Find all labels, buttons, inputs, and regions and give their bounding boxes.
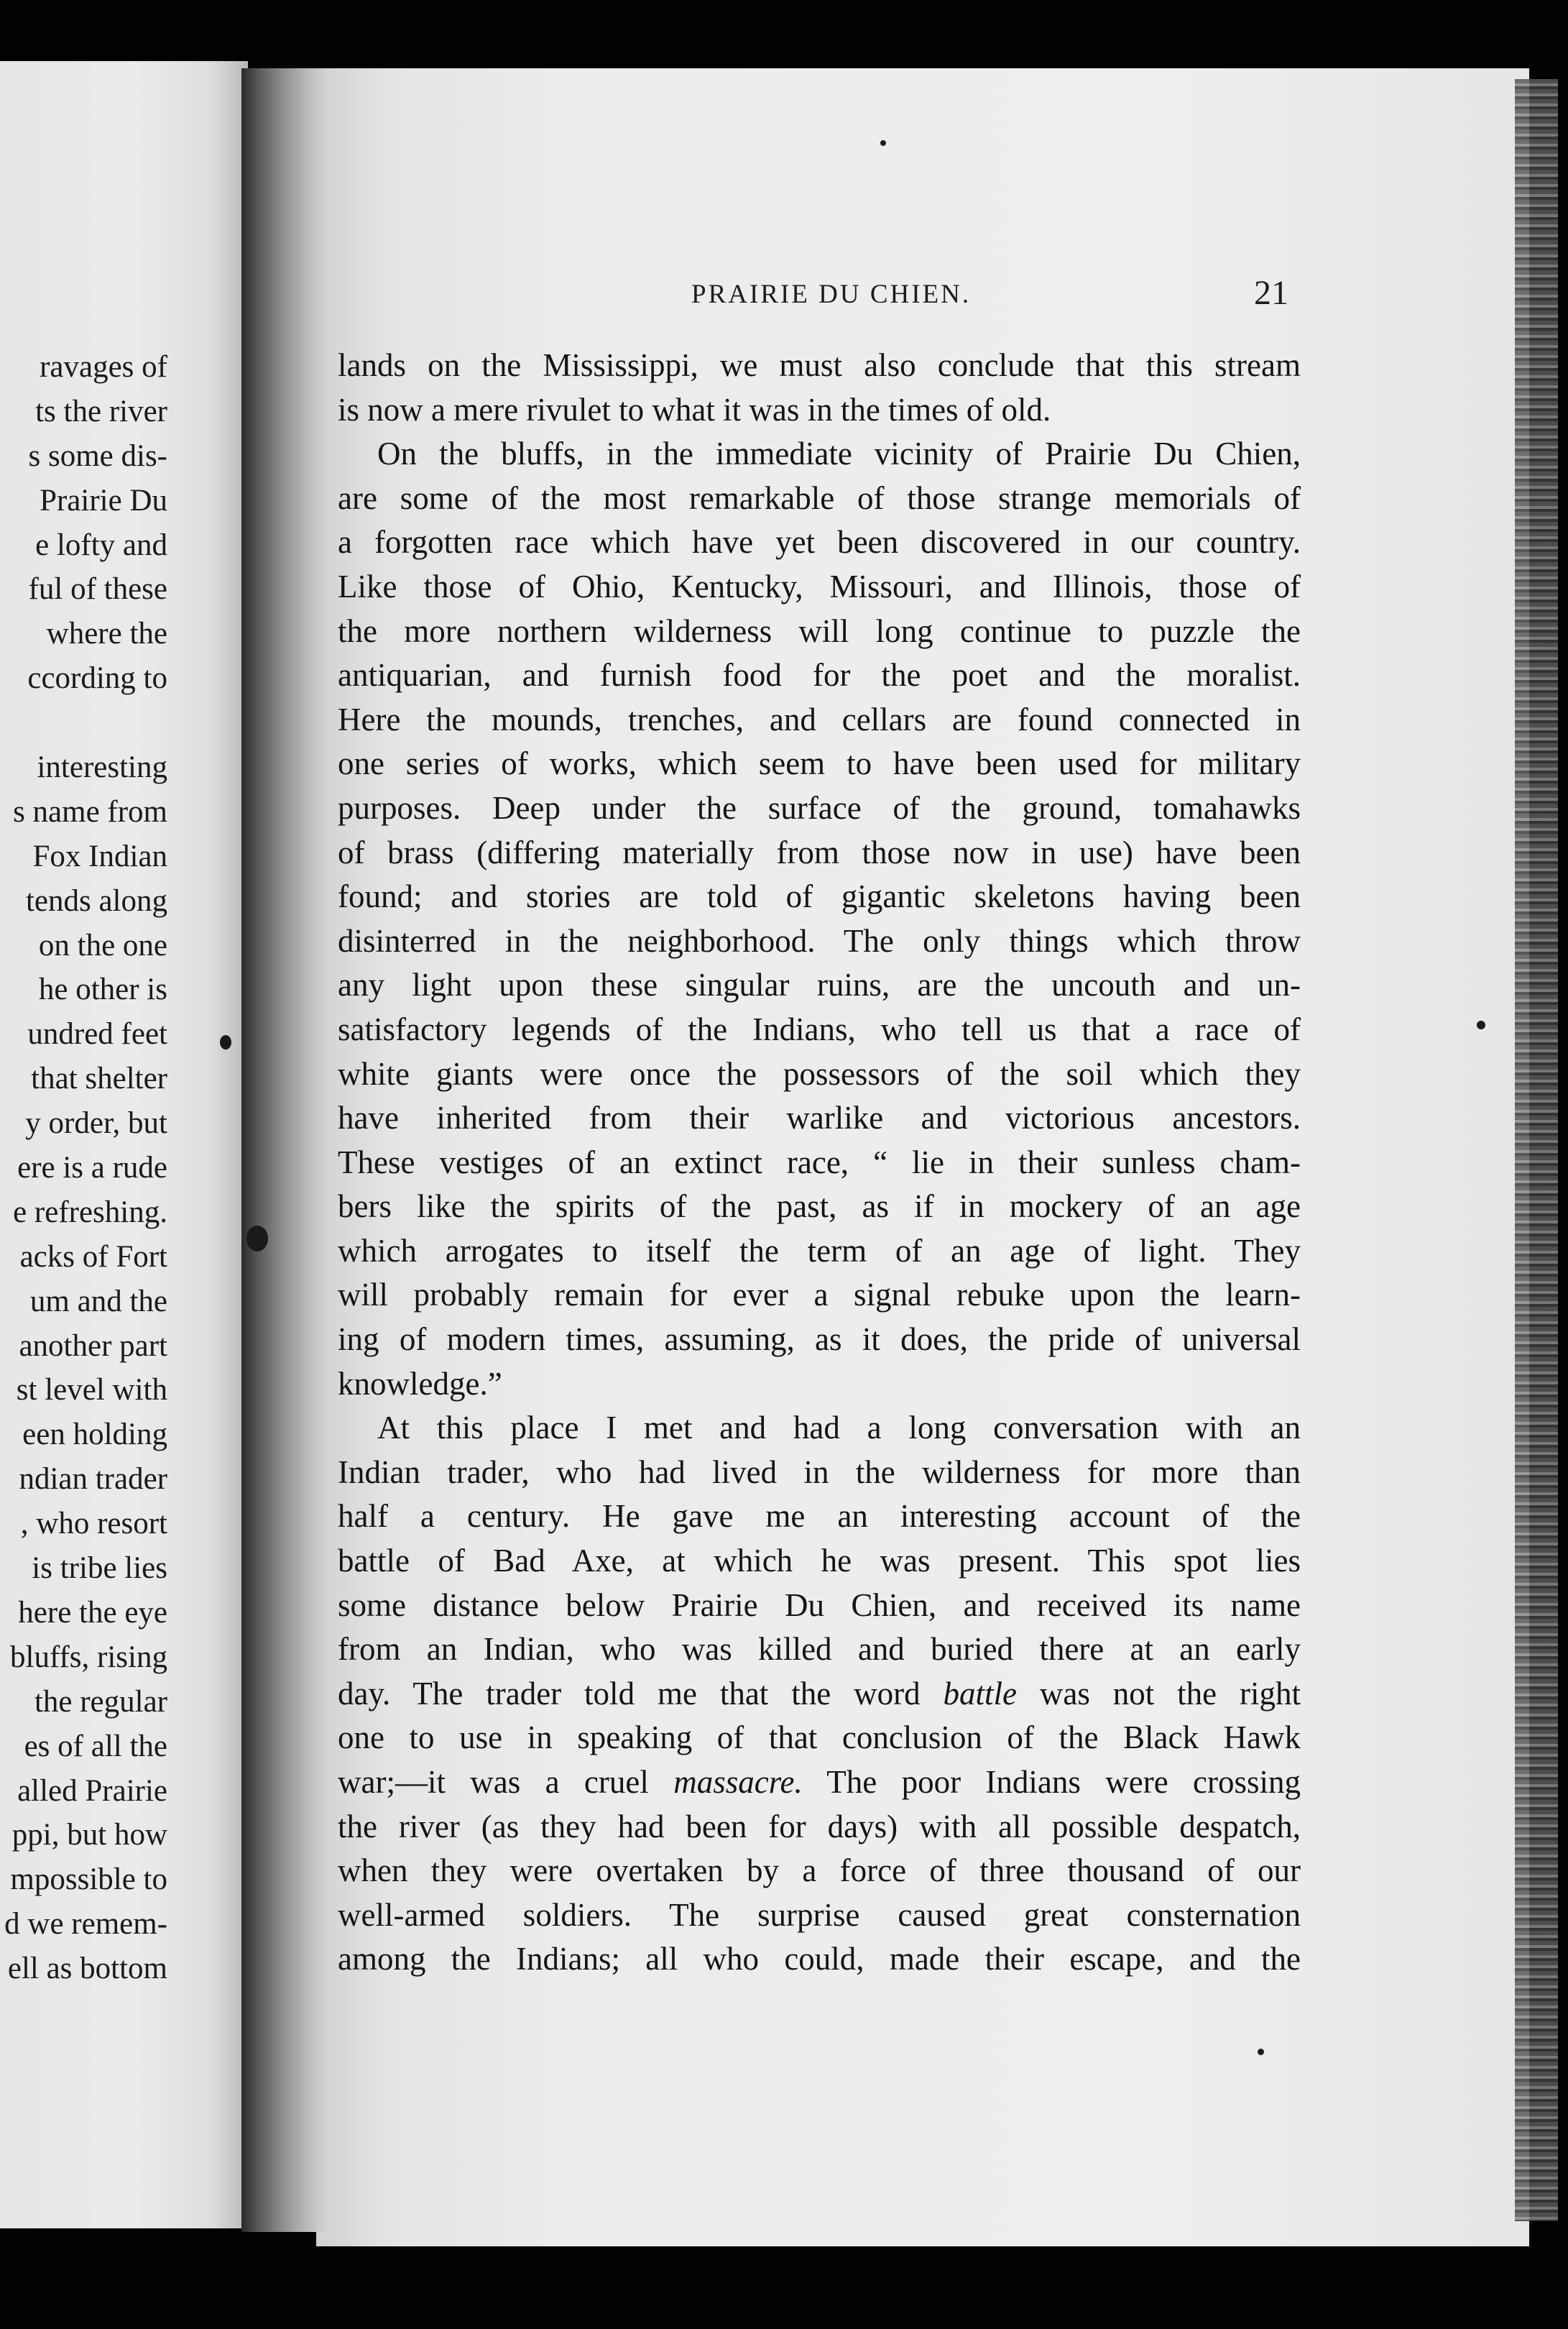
dust-speck (246, 1226, 268, 1251)
text-run: The poor Indians were crossing (802, 1764, 1301, 1800)
left-page-line: y order, but (25, 1106, 167, 1141)
left-page-line: Prairie Du (40, 483, 167, 518)
text-line: ing of modern times, assuming, as it does, the pride of universal (338, 1321, 1301, 1358)
text-line: when they were overtaken by a force of three thousand of our (338, 1852, 1301, 1889)
text-line: among the Indians; all who could, made their escape, and the (338, 1941, 1301, 1977)
left-page-line: s name from (13, 794, 167, 829)
text-line: well-armed soldiers. The surprise caused great consternation (338, 1896, 1301, 1933)
text-line: knowledge.” (338, 1365, 502, 1402)
left-page-line: ccording to (27, 661, 167, 696)
text-line: will probably remain for ever a signal rebuke upon the learn- (338, 1277, 1301, 1313)
text-line: white giants were once the possessors of the soil which they (338, 1055, 1301, 1092)
text-line: disinterred in the neighborhood. The only things which throw (338, 922, 1301, 959)
text-line: one series of works, which seem to have been used for military (338, 745, 1301, 782)
text-line: half a century. He gave me an interesting account of the (338, 1498, 1301, 1535)
page-number: 21 (1254, 274, 1288, 312)
page-body (338, 344, 1301, 1982)
left-page-line: ts the river (35, 394, 167, 428)
text-line: from an Indian, who was killed and buried there at an early (338, 1631, 1301, 1668)
page-header (316, 273, 1529, 316)
text-line: are some of the most remarkable of those strange memorials of (338, 479, 1301, 516)
dust-speck (880, 140, 886, 146)
left-page-line: bluffs, rising (10, 1640, 167, 1674)
left-page-line: ravages of (40, 350, 167, 384)
text-line: Indian trader, who had lived in the wilderness for more than (338, 1453, 1301, 1490)
text-line: antiquarian, and furnish food for the poet and the moralist. (338, 657, 1301, 694)
left-page-text (0, 345, 167, 1991)
left-page-line: ndian trader (19, 1462, 167, 1497)
text-line: satisfactory legends of the Indians, who tell us that a race of (338, 1011, 1301, 1047)
dust-speck (220, 1035, 231, 1049)
paragraph (338, 1406, 1301, 1982)
left-page-line: undred feet (27, 1017, 167, 1052)
text-run: day. The trader told me that the word (338, 1675, 944, 1712)
text-run: war;—it was a cruel (338, 1764, 674, 1800)
left-page-line: een holding (22, 1418, 167, 1452)
left-page-line: on the one (38, 928, 167, 963)
left-page-line: ful of these (28, 572, 167, 607)
left-page-line: that shelter (31, 1062, 167, 1096)
left-page-line: tends along (25, 883, 167, 918)
text-line: found; and stories are told of gigantic skeletons having been (338, 878, 1301, 915)
left-page-line: alled Prairie (17, 1773, 167, 1808)
left-page-line: e refreshing. (13, 1195, 167, 1229)
text-line: Here the mounds, trenches, and cellars are found connected in (338, 701, 1301, 738)
left-page-line: ere is a rude (17, 1151, 167, 1185)
paragraph (338, 344, 1301, 432)
left-page-line: another part (19, 1328, 167, 1363)
text-line: battle of Bad Axe, at which he was present. This spot lies (338, 1543, 1301, 1579)
text-line: bers like the spirits of the past, as if in mockery of an age (338, 1188, 1301, 1225)
running-head: PRAIRIE DU CHIEN. (691, 280, 972, 309)
italic-word: battle (943, 1675, 1017, 1712)
left-page-line: the regular (34, 1684, 167, 1719)
left-page-line: here the eye (18, 1595, 167, 1630)
left-page-line: Fox Indian (32, 839, 167, 873)
left-page-line: es of all the (24, 1729, 167, 1763)
left-page-line: interesting (37, 750, 167, 785)
dust-speck (1477, 1021, 1485, 1029)
left-facing-page (0, 61, 248, 2228)
left-page-line: where the (46, 617, 167, 651)
binding-gutter (241, 68, 328, 2232)
text-line: have inherited from their warlike and victorious ancestors. (338, 1100, 1301, 1136)
left-page-line: e lofty and (35, 528, 167, 562)
text-line: the more northern wilderness will long continue to puzzle the (338, 612, 1301, 649)
dust-speck (1258, 2049, 1264, 2055)
text-line: any light upon these singular ruins, are the uncouth and un- (338, 967, 1301, 1003)
text-line: On the bluffs, in the immediate vicinity of Prairie Du Chien, (377, 436, 1301, 472)
left-page-line (0, 701, 167, 745)
left-page-line: mpossible to (10, 1862, 167, 1897)
left-page-line: um and the (29, 1284, 167, 1318)
left-page-line: , who resort (20, 1507, 167, 1541)
left-page-line: ppi, but how (11, 1818, 167, 1852)
text-line: the river (as they had been for days) with all possible despatch, (338, 1808, 1301, 1845)
text-run: was not the right (1016, 1675, 1301, 1712)
paragraph (338, 432, 1301, 1406)
left-page-line: ell as bottom (7, 1952, 167, 1986)
text-line: purposes. Deep under the surface of the ground, tomahawks (338, 789, 1301, 826)
text-line: lands on the Mississippi, we must also conclude that this stream (338, 347, 1301, 383)
text-line (338, 1672, 1301, 1717)
text-line: These vestiges of an extinct race, “ lie in their sunless cham- (338, 1144, 1301, 1180)
text-line: At this place I met and had a long conversation with an (377, 1410, 1301, 1446)
text-line: Like those of Ohio, Kentucky, Missouri, and Illinois, those of (338, 568, 1301, 605)
italic-word: massacre. (673, 1764, 803, 1800)
text-line: is now a mere rivulet to what it was in the times of old. (338, 391, 1051, 428)
text-line: one to use in speaking of that conclusion of the Black Hawk (338, 1719, 1301, 1756)
left-page-line: s some dis- (28, 438, 167, 473)
left-page-line: is tribe lies (32, 1551, 167, 1586)
left-page-line: acks of Fort (19, 1239, 167, 1274)
left-page-line: d we remem- (4, 1907, 167, 1942)
page-edges (1515, 79, 1558, 2221)
text-line (338, 1760, 1301, 1805)
text-line: of brass (differing materially from those now in use) have been (338, 834, 1301, 870)
left-page-line: st level with (16, 1373, 167, 1407)
text-line: some distance below Prairie Du Chien, and received its name (338, 1586, 1301, 1623)
text-line: a forgotten race which have yet been discovered in our country. (338, 524, 1301, 561)
text-line: which arrogates to itself the term of an age of light. They (338, 1232, 1301, 1269)
left-page-line: he other is (38, 973, 167, 1007)
